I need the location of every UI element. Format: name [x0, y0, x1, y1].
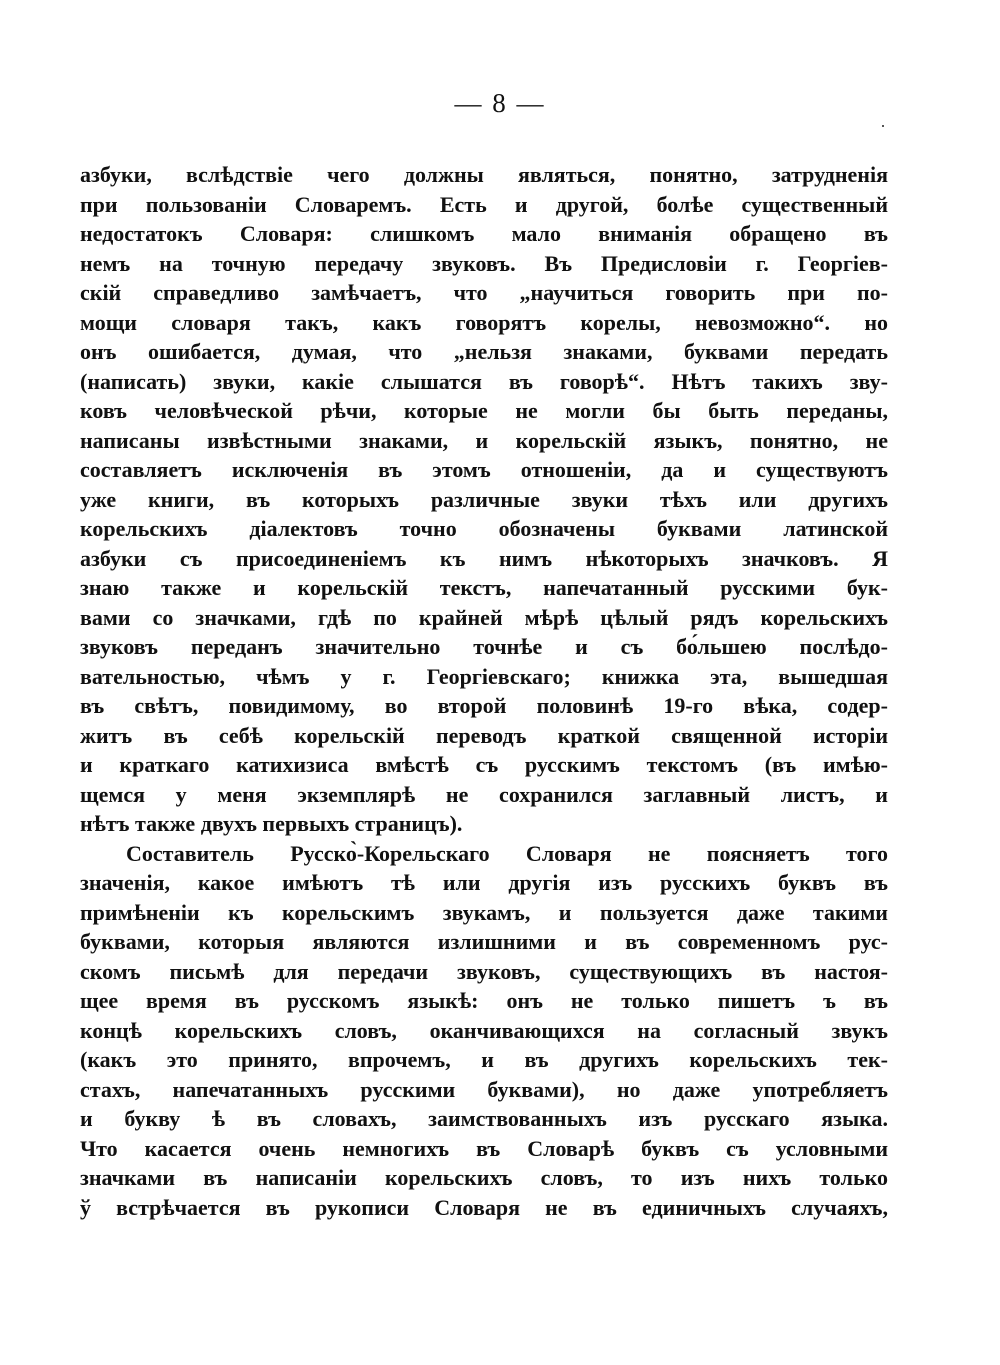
text-line: щемся у меня экземплярѣ не сохранился заглавный листъ, и	[80, 781, 888, 807]
text-line: значками въ написаніи корельскихъ словъ, то изъ нихъ только	[80, 1165, 888, 1190]
text-line: звуковъ переданъ значительно точнѣе и съ бо́льшею послѣдо-	[80, 634, 888, 659]
body-text	[80, 160, 888, 1222]
ink-speck	[882, 125, 884, 127]
text-line: щее время въ русскомъ языкѣ: онъ не только пишетъ ъ въ	[80, 988, 888, 1013]
text-line: вательностью, чѣмъ у г. Георгіевскаго; книжка эта, вышедшая	[80, 663, 888, 689]
text-line: стахъ, напечатанныхъ русскими буквами), но даже употребляетъ	[80, 1076, 888, 1102]
text-line: примѣненіи къ корельскимъ звукамъ, и пользуется даже такими	[80, 899, 888, 925]
paragraph-1	[80, 160, 888, 839]
text-line: въ свѣтъ, повидимому, во второй половинѣ 19-го вѣка, содер-	[80, 693, 888, 718]
text-line: концѣ корельскихъ словъ, оканчивающихся на согласный звукъ	[80, 1017, 888, 1043]
text-line: житъ въ себѣ корельскій переводъ краткой священной исторіи	[80, 722, 888, 748]
text-line: корельскихъ діалектовъ точно обозначены буквами латинской	[80, 516, 888, 541]
text-line: азбуки съ присоединеніемъ къ нимъ нѣкоторыхъ значковъ. Я	[80, 545, 888, 571]
text-line: недостатокъ Словаря: слишкомъ мало вниманія обращено въ	[80, 221, 888, 246]
text-line: онъ ошибается, думая, что „нельзя знаками, буквами передать	[80, 339, 888, 364]
text-line: и букву ѣ въ словахъ, заимствованныхъ изъ русскаго языка.	[80, 1106, 888, 1131]
page-number: — 8 —	[454, 88, 546, 118]
text-line: ковъ человѣческой рѣчи, которые не могли бы быть переданы,	[80, 398, 888, 423]
text-line: мощи словаря такъ, какъ говорятъ корелы, невозможно“. но	[80, 309, 888, 335]
text-line: Что касается очень немногихъ въ Словарѣ буквъ съ условными	[80, 1135, 888, 1161]
text-line: при пользованіи Словаремъ. Есть и другой, болѣе существенный	[80, 191, 888, 217]
paragraph-2	[80, 839, 888, 1223]
text-line: азбуки, вслѣдствіе чего должны являться, понятно, затрудненія	[80, 162, 888, 187]
text-line: скій справедливо замѣчаетъ, что „научиться говорить при по-	[80, 280, 888, 305]
text-line: буквами, которыя являются излишними и въ современномъ рус-	[80, 929, 888, 954]
text-line: вами со значками, гдѣ по крайней мѣрѣ цѣлый рядъ корельскихъ	[80, 604, 888, 630]
text-line: скомъ письмѣ для передачи звуковъ, существующихъ въ настоя-	[80, 958, 888, 984]
text-line: написаны извѣстными знаками, и корельскій языкъ, понятно, не	[80, 427, 888, 453]
text-line: значенія, какое имѣютъ тѣ или другія изъ русскихъ буквъ въ	[80, 870, 888, 895]
text-line: (какъ это принято, впрочемъ, и въ другихъ корельскихъ тек-	[80, 1047, 888, 1072]
text-line: ў встрѣчается въ рукописи Словаря не въ единичныхъ случаяхъ,	[80, 1194, 888, 1220]
text-line: уже книги, въ которыхъ различные звуки тѣхъ или другихъ	[80, 486, 888, 512]
text-line: и краткаго катихизиса вмѣстѣ съ русскимъ текстомъ (въ имѣю-	[80, 752, 888, 777]
text-line: Составитель Русско̀-Корельскаго Словаря не поясняетъ того	[126, 840, 888, 866]
text-line: нѣтъ также двухъ первыхъ страницъ).	[80, 811, 463, 836]
text-line: немъ на точную передачу звуковъ. Въ Предисловіи г. Георгіев-	[80, 250, 888, 276]
text-line: (написать) звуки, какіе слышатся въ говорѣ“. Нѣтъ такихъ зву-	[80, 368, 888, 394]
text-line: составляетъ исключенія въ этомъ отношеніи, да и существуютъ	[80, 457, 888, 482]
text-line: знаю также и корельскій текстъ, напечатанный русскими бук-	[80, 575, 888, 600]
